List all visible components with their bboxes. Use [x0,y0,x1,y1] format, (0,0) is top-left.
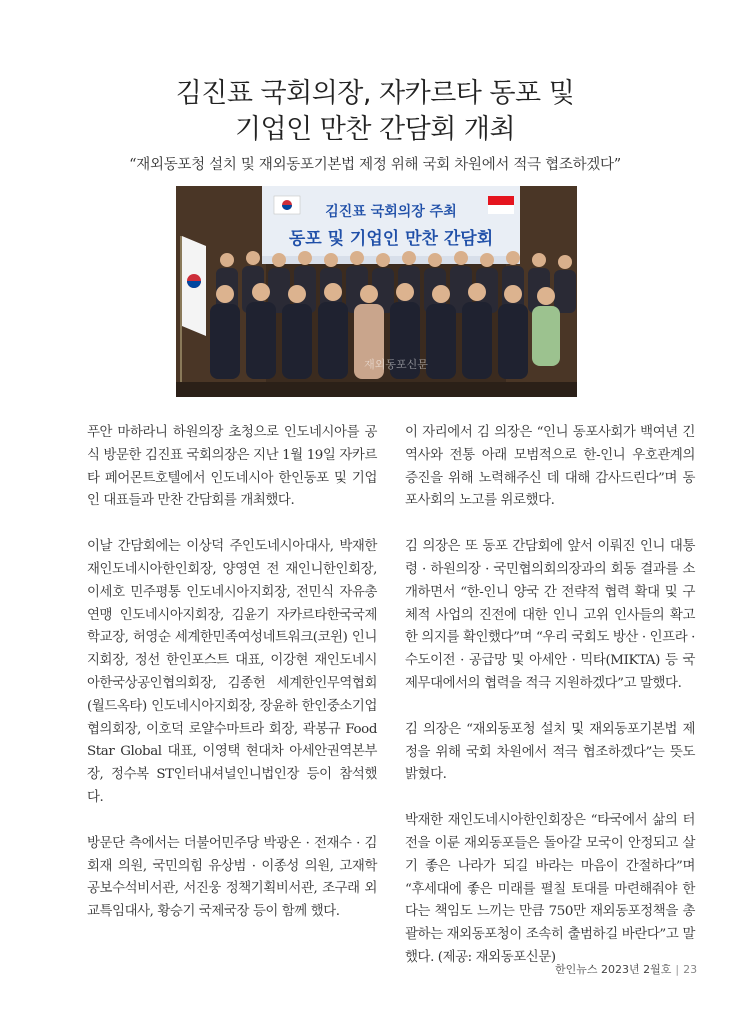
title-line-1: 김진표 국회의장, 자카르타 동포 및 [175,78,575,109]
title-line-2: 기업인 만찬 간담회 개최 [234,114,516,145]
publication-name: 한인뉴스 2023년 2월호 [555,963,672,976]
body-column-left [87,422,377,947]
footer-separator: | [675,963,680,976]
paragraph: 이 자리에서 김 의장은 “인니 동포사회가 백여년 긴 역사와 전통 아래 모범적으로 한-인니 우호관계의 증진을 위해 노력해주신 데 대해 감사드린다”며 동포사회의 노고를 위로했다. [405,425,695,509]
paragraph: 이날 간담회에는 이상덕 주인도네시아대사, 박재한 재인도네시아한인회장, 양영연 전 재인니한인회장, 이세호 민주평통 인도네시아지회장, 전민식 자유총연맹 인도네시아지회장, 김윤기 자카르타한국국제학교장, 허영순 세계한민족여성네트워크(코윈) 인니지회장, 정선 한인포스트 대표, 이강현 재인도네시아한국상공인협의회장, 김종헌 세계한인무역협회(월드옥타) 인도네시아지회장, 장윤하 한인중소기업협의회장, 이호덕 로얄수마트라 회장, 곽봉규 Food Star Global 대표, 이영택 현대차 아세안권역본부장, 정수복 ST인터내셔널인니법인장 등이 참석했다. [87,539,377,805]
page-footer [555,961,697,977]
paragraph: 김 의장은 또 동포 간담회에 앞서 이뤄진 인니 대통령 · 하원의장 · 국민협의회의장과의 회동 결과를 소개하면서 “한-인니 양국 간 전략적 협력 확대 및 구체적 사업의 진전에 대한 인니 고위 인사들의 확고한 의지를 확인했다”며 “우리 국회도 방산 · 인프라 · 수도이전 · 공급망 및 아세안 · 믹타(MIKTA) 등 국제무대에서의 협력을 적극 지원하겠다”고 말했다. [405,539,695,691]
paragraph: 김 의장은 “재외동포청 설치 및 재외동포기본법 제정을 위해 국회 차원에서 적극 협조하겠다”는 뜻도 밝혔다. [405,721,695,783]
page-number: 23 [683,963,698,976]
photo-illustration [176,186,577,397]
body-column-right [405,422,698,993]
paragraph: 박재한 재인도네시아한인회장은 “타국에서 삶의 터전을 이룬 재외동포들은 돌아갈 모국이 안정되고 살기 좋은 나라가 되길 바라는 마음이 간절하다”며 “후세대에 좋은 미래를 펼칠 토대를 마련해줘야 한다는 책임도 느끼는 만큼 750만 재외동포정책을 총괄하는 재외동포청이 조속히 출범하길 바란다”고 말했다. (제공: 재외동포신문) [405,813,695,965]
paragraph: 방문단 측에서는 더불어민주당 박광온 · 전재수 · 김회재 의원, 국민의힘 유상범 · 이종성 의원, 고재학 공보수석비서관, 서진웅 정책기획비서관, 조구래 외교특임대사, 황승기 국제국장 등이 함께 했다. [87,835,377,920]
article-subtitle: “재외동포청 설치 및 재외동포기본법 제정 위해 국회 차원에서 적극 협조하겠다” [129,157,621,173]
photo-watermark: 재외동포신문 [364,358,428,371]
banner-line-1: 김진표 국회의장 주최 [325,204,457,220]
event-photo [176,186,577,397]
banner-line-2: 동포 및 기업인 만찬 간담회 [288,229,494,249]
paragraph: 푸안 마하라니 하원의장 초청으로 인도네시아를 공식 방문한 김진표 국회의장은 지난 1월 19일 자카르타 페어몬트호텔에서 인도네시아 한인동포 및 기업인 대표들과 만찬 간담회를 개최했다. [87,425,377,509]
article-title [0,76,750,148]
